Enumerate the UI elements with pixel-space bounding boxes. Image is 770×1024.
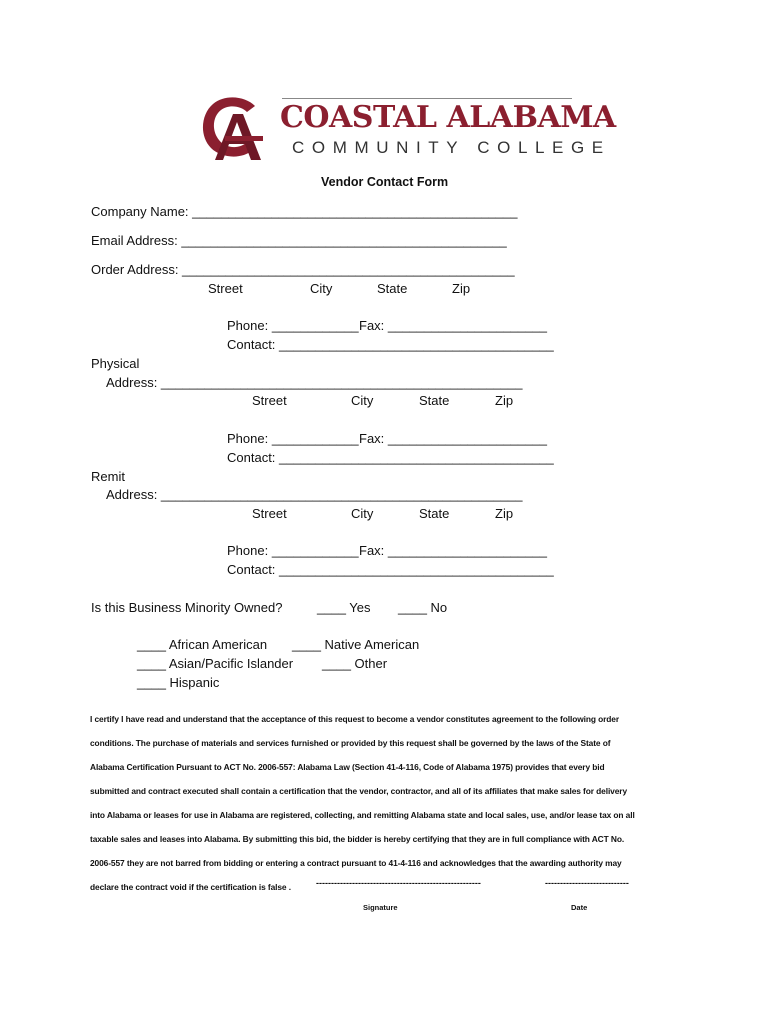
- physical-city-label: City: [351, 393, 374, 408]
- order-contact-field[interactable]: Contact: ______________________________________: [227, 337, 554, 352]
- company-name-blank[interactable]: _____________________________________________: [192, 204, 518, 219]
- email-address-blank[interactable]: _____________________________________________: [181, 233, 507, 248]
- order-address-label: Order Address:: [91, 262, 183, 277]
- african-american-option[interactable]: ____ African American: [137, 637, 268, 652]
- order-phone-field[interactable]: Phone: ____________: [227, 318, 359, 333]
- remit-label: Remit: [91, 469, 125, 484]
- physical-street-label: Street: [252, 393, 287, 408]
- signature-label: Signature: [363, 903, 398, 912]
- physical-address-field[interactable]: [106, 375, 522, 390]
- certification-line: taxable sales and leases into Alabama. By submitting this bid, the bidder is hereby certifying that they are in full compliance with ACT No.: [90, 834, 625, 844]
- minority-no-option[interactable]: ____ No: [398, 600, 448, 615]
- order-zip-label: Zip: [452, 281, 471, 296]
- certification-line: into Alabama or leases for use in Alabama are registered, collecting, and remitting Alabama state and local sales, use, and/or lease tax on all: [90, 810, 635, 820]
- ca-monogram-logo: [195, 92, 273, 164]
- email-address-field[interactable]: [91, 233, 507, 248]
- certification-last-line: declare the contract void if the certification is false .: [90, 882, 291, 892]
- remit-zip-label: Zip: [495, 506, 514, 521]
- physical-zip-label: Zip: [495, 393, 514, 408]
- certification-line: conditions. The purchase of materials and services furnished or provided by this request shall be governed by the laws of the State of: [90, 738, 611, 748]
- order-street-label: Street: [208, 281, 243, 296]
- remit-state-label: State: [419, 506, 450, 521]
- asian-pacific-option[interactable]: ____ Asian/Pacific Islander: [137, 656, 294, 671]
- order-city-label: City: [310, 281, 333, 296]
- physical-fax-field[interactable]: Fax: ______________________: [359, 431, 547, 446]
- logo-top-rule: [282, 98, 572, 99]
- email-address-label: Email Address:: [91, 233, 182, 248]
- remit-address-label: Address:: [106, 487, 161, 502]
- logo-subtitle: COMMUNITY COLLEGE: [292, 138, 611, 157]
- certification-line: I certify I have read and understand that the acceptance of this request to become a vendor constitutes agreement to the following order: [90, 714, 620, 724]
- native-american-option[interactable]: ____ Native American: [292, 637, 420, 652]
- remit-street-label: Street: [252, 506, 287, 521]
- physical-phone-field[interactable]: Phone: ____________: [227, 431, 359, 446]
- order-address-blank[interactable]: ______________________________________________: [182, 262, 515, 277]
- order-address-field[interactable]: [91, 262, 515, 277]
- certification-line: submitted and contract executed shall contain a certification that the vendor, contractor, and all of its affiliates that make sales for delivery: [90, 786, 628, 796]
- physical-address-label: Address:: [106, 375, 161, 390]
- physical-state-label: State: [419, 393, 450, 408]
- physical-contact-field[interactable]: Contact: ______________________________________: [227, 450, 554, 465]
- minority-yes-option[interactable]: ____ Yes: [317, 600, 371, 615]
- company-name-field[interactable]: [91, 204, 518, 219]
- date-label: Date: [571, 903, 588, 912]
- remit-city-label: City: [351, 506, 374, 521]
- hispanic-option[interactable]: ____ Hispanic: [137, 675, 220, 690]
- physical-address-blank[interactable]: __________________________________________________: [160, 375, 523, 390]
- date-line[interactable]: ----------------------------: [545, 878, 629, 888]
- order-state-label: State: [377, 281, 408, 296]
- signature-line[interactable]: -------------------------------------------------------: [316, 878, 481, 888]
- remit-address-blank[interactable]: __________________________________________________: [160, 487, 523, 502]
- remit-phone-field[interactable]: Phone: ____________: [227, 543, 359, 558]
- certification-line: Alabama Certification Pursuant to ACT No. 2006-557: Alabama Law (Section 41-4-116, Code of Alabama 1975) provides that every bid: [90, 762, 605, 772]
- order-fax-field[interactable]: Fax: ______________________: [359, 318, 547, 333]
- company-name-label: Company Name:: [91, 204, 193, 219]
- logo-title: COASTAL ALABAMA: [280, 100, 616, 135]
- certification-line: 2006-557 they are not barred from bidding or entering a contract pursuant to 41-4-116 and acknowledges that the awarding authority may: [90, 858, 622, 868]
- remit-fax-field[interactable]: Fax: ______________________: [359, 543, 547, 558]
- minority-question: Is this Business Minority Owned?: [91, 600, 283, 615]
- physical-label: Physical: [91, 356, 140, 371]
- form-title: Vendor Contact Form: [321, 175, 449, 189]
- remit-address-field[interactable]: [106, 487, 522, 502]
- remit-contact-field[interactable]: Contact: ______________________________________: [227, 562, 554, 577]
- other-option[interactable]: ____ Other: [322, 656, 388, 671]
